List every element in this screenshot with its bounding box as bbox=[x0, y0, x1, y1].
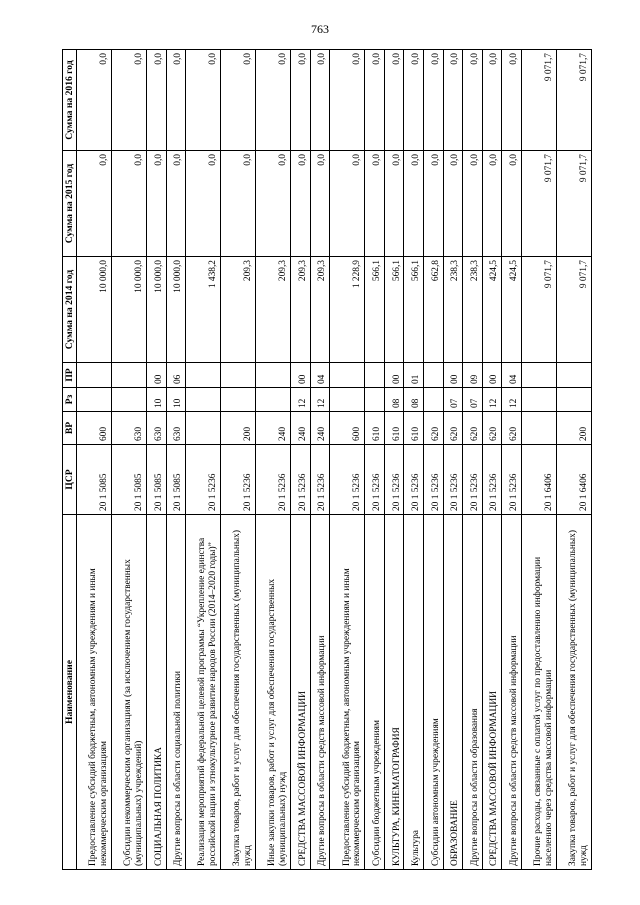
table-row bbox=[423, 50, 443, 870]
cell-sum2014: 238,3 bbox=[463, 257, 483, 363]
cell-sum2014: 1 438,2 bbox=[186, 257, 221, 363]
cell-pr: 00 bbox=[290, 363, 310, 388]
header-sum-2016: Сумма на 2016 год bbox=[63, 50, 77, 151]
cell-sum2015: 0,0 bbox=[443, 151, 463, 257]
header-name: Наименование bbox=[63, 515, 77, 870]
table-row bbox=[186, 50, 221, 870]
cell-rz: 08 bbox=[384, 388, 404, 412]
cell-rz bbox=[111, 388, 146, 412]
cell-name: Субсидии автономным учреждениям bbox=[423, 515, 443, 870]
cell-vr: 620 bbox=[482, 412, 502, 445]
cell-sum2015: 0,0 bbox=[256, 151, 291, 257]
cell-vr: 620 bbox=[423, 412, 443, 445]
cell-name: Другие вопросы в области средств массовой информации bbox=[502, 515, 522, 870]
cell-rz bbox=[423, 388, 443, 412]
table-row bbox=[77, 50, 112, 870]
cell-vr: 630 bbox=[111, 412, 146, 445]
cell-name: Культура bbox=[404, 515, 424, 870]
cell-csr: 20 1 5236 bbox=[404, 445, 424, 515]
cell-sum2015: 0,0 bbox=[77, 151, 112, 257]
cell-sum2014: 10 000,0 bbox=[111, 257, 146, 363]
cell-vr bbox=[521, 412, 556, 445]
cell-sum2014: 238,3 bbox=[443, 257, 463, 363]
page-number: 763 bbox=[311, 22, 329, 36]
table-row bbox=[404, 50, 424, 870]
cell-sum2014: 209,3 bbox=[221, 257, 256, 363]
cell-csr: 20 1 5236 bbox=[482, 445, 502, 515]
table-row bbox=[166, 50, 186, 870]
table-row bbox=[463, 50, 483, 870]
cell-csr: 20 1 5236 bbox=[186, 445, 221, 515]
cell-sum2015: 0,0 bbox=[186, 151, 221, 257]
cell-pr bbox=[365, 363, 385, 388]
cell-sum2015: 0,0 bbox=[463, 151, 483, 257]
cell-csr: 20 1 5236 bbox=[365, 445, 385, 515]
cell-name: СРЕДСТВА МАССОВОЙ ИНФОРМАЦИИ bbox=[482, 515, 502, 870]
header-sum-2015: Сумма на 2015 год bbox=[63, 151, 77, 257]
cell-sum2014: 10 000,0 bbox=[77, 257, 112, 363]
cell-sum2015: 0,0 bbox=[482, 151, 502, 257]
cell-csr: 20 1 5236 bbox=[502, 445, 522, 515]
cell-vr: 240 bbox=[290, 412, 310, 445]
cell-sum2016: 0,0 bbox=[256, 50, 291, 151]
cell-sum2014: 424,5 bbox=[482, 257, 502, 363]
cell-pr: 04 bbox=[310, 363, 330, 388]
cell-name: Предоставление субсидий бюджетным, автономным учреждениям и иным некоммерческим организациям bbox=[77, 515, 112, 870]
table-row bbox=[482, 50, 502, 870]
cell-pr bbox=[556, 363, 591, 388]
cell-pr bbox=[77, 363, 112, 388]
cell-sum2016: 0,0 bbox=[384, 50, 404, 151]
table-header-row bbox=[63, 50, 77, 870]
cell-sum2016: 0,0 bbox=[423, 50, 443, 151]
cell-rz: 10 bbox=[146, 388, 166, 412]
cell-sum2014: 9 071,7 bbox=[521, 257, 556, 363]
budget-table bbox=[62, 49, 592, 870]
cell-sum2016: 0,0 bbox=[365, 50, 385, 151]
cell-csr: 20 1 5085 bbox=[77, 445, 112, 515]
cell-sum2014: 662,8 bbox=[423, 257, 443, 363]
cell-rz bbox=[77, 388, 112, 412]
cell-sum2016: 0,0 bbox=[443, 50, 463, 151]
cell-sum2016: 0,0 bbox=[221, 50, 256, 151]
table-row bbox=[310, 50, 330, 870]
cell-pr bbox=[423, 363, 443, 388]
header-pr: ПР bbox=[63, 363, 77, 388]
cell-name: Субсидии бюджетным учреждениям bbox=[365, 515, 385, 870]
cell-rz bbox=[186, 388, 221, 412]
cell-sum2016: 0,0 bbox=[463, 50, 483, 151]
cell-pr bbox=[221, 363, 256, 388]
cell-csr: 20 1 5085 bbox=[111, 445, 146, 515]
cell-pr: 00 bbox=[146, 363, 166, 388]
cell-sum2016: 0,0 bbox=[186, 50, 221, 151]
cell-vr: 610 bbox=[404, 412, 424, 445]
cell-csr: 20 1 5236 bbox=[443, 445, 463, 515]
header-vr: ВР bbox=[63, 412, 77, 445]
cell-sum2016: 0,0 bbox=[310, 50, 330, 151]
cell-sum2015: 0,0 bbox=[310, 151, 330, 257]
cell-rz bbox=[556, 388, 591, 412]
cell-pr bbox=[111, 363, 146, 388]
cell-vr: 200 bbox=[556, 412, 591, 445]
table-row bbox=[256, 50, 291, 870]
cell-csr: 20 1 5236 bbox=[384, 445, 404, 515]
cell-sum2016: 0,0 bbox=[482, 50, 502, 151]
cell-csr: 20 1 5236 bbox=[330, 445, 365, 515]
cell-csr: 20 1 5085 bbox=[166, 445, 186, 515]
cell-name: СОЦИАЛЬНАЯ ПОЛИТИКА bbox=[146, 515, 166, 870]
table-row bbox=[221, 50, 256, 870]
cell-name: Субсидии некоммерческим организациям (за исключением государственных (муниципальных) учреждений) bbox=[111, 515, 146, 870]
cell-sum2016: 9 071,7 bbox=[556, 50, 591, 151]
cell-sum2015: 0,0 bbox=[404, 151, 424, 257]
cell-sum2015: 0,0 bbox=[146, 151, 166, 257]
cell-sum2016: 0,0 bbox=[404, 50, 424, 151]
cell-sum2015: 0,0 bbox=[290, 151, 310, 257]
cell-pr bbox=[330, 363, 365, 388]
table-row bbox=[111, 50, 146, 870]
cell-sum2014: 209,3 bbox=[310, 257, 330, 363]
cell-sum2016: 0,0 bbox=[502, 50, 522, 151]
cell-sum2015: 0,0 bbox=[502, 151, 522, 257]
cell-sum2015: 0,0 bbox=[221, 151, 256, 257]
cell-csr: 20 1 5236 bbox=[310, 445, 330, 515]
cell-sum2016: 0,0 bbox=[77, 50, 112, 151]
cell-rz: 08 bbox=[404, 388, 424, 412]
cell-rz: 12 bbox=[310, 388, 330, 412]
cell-rz: 12 bbox=[290, 388, 310, 412]
cell-vr bbox=[186, 412, 221, 445]
cell-pr: 01 bbox=[404, 363, 424, 388]
header-rz: Рз bbox=[63, 388, 77, 412]
cell-pr bbox=[521, 363, 556, 388]
cell-rz bbox=[330, 388, 365, 412]
cell-name: Иные закупки товаров, работ и услуг для обеспечения государственных (муниципальных) нужд bbox=[256, 515, 291, 870]
cell-name: Другие вопросы в области социальной политики bbox=[166, 515, 186, 870]
cell-sum2014: 10 000,0 bbox=[146, 257, 166, 363]
cell-sum2015: 0,0 bbox=[423, 151, 443, 257]
cell-rz bbox=[221, 388, 256, 412]
cell-name: Другие вопросы в области средств массовой информации bbox=[310, 515, 330, 870]
cell-sum2015: 0,0 bbox=[384, 151, 404, 257]
table-row bbox=[384, 50, 404, 870]
cell-vr: 620 bbox=[443, 412, 463, 445]
cell-sum2015: 9 071,7 bbox=[521, 151, 556, 257]
table-row bbox=[365, 50, 385, 870]
cell-csr: 20 1 5236 bbox=[463, 445, 483, 515]
cell-pr: 00 bbox=[443, 363, 463, 388]
cell-sum2014: 209,3 bbox=[256, 257, 291, 363]
cell-csr: 20 1 5236 bbox=[256, 445, 291, 515]
cell-name: КУЛЬТУРА, КИНЕМАТОГРАФИЯ bbox=[384, 515, 404, 870]
cell-rz bbox=[521, 388, 556, 412]
table-row bbox=[556, 50, 591, 870]
cell-vr: 630 bbox=[166, 412, 186, 445]
cell-vr: 200 bbox=[221, 412, 256, 445]
cell-sum2014: 566,1 bbox=[365, 257, 385, 363]
cell-vr: 610 bbox=[384, 412, 404, 445]
cell-sum2016: 0,0 bbox=[146, 50, 166, 151]
table-body bbox=[77, 50, 592, 870]
cell-csr: 20 1 5236 bbox=[290, 445, 310, 515]
cell-csr: 20 1 5236 bbox=[423, 445, 443, 515]
cell-name: Другие вопросы в области образования bbox=[463, 515, 483, 870]
cell-sum2014: 566,1 bbox=[384, 257, 404, 363]
cell-vr: 240 bbox=[256, 412, 291, 445]
table-row bbox=[290, 50, 310, 870]
cell-csr: 20 1 6406 bbox=[521, 445, 556, 515]
cell-sum2015: 9 071,7 bbox=[556, 151, 591, 257]
cell-vr: 620 bbox=[463, 412, 483, 445]
table-row bbox=[443, 50, 463, 870]
cell-name: Прочие расходы, связанные с оплатой услуг по предоставлению информации населению через средства массовой информации bbox=[521, 515, 556, 870]
cell-sum2016: 0,0 bbox=[290, 50, 310, 151]
cell-pr: 04 bbox=[502, 363, 522, 388]
cell-name: СРЕДСТВА МАССОВОЙ ИНФОРМАЦИИ bbox=[290, 515, 310, 870]
cell-sum2014: 424,5 bbox=[502, 257, 522, 363]
cell-pr: 00 bbox=[384, 363, 404, 388]
cell-sum2015: 0,0 bbox=[365, 151, 385, 257]
cell-vr: 620 bbox=[502, 412, 522, 445]
cell-pr bbox=[186, 363, 221, 388]
cell-vr: 600 bbox=[77, 412, 112, 445]
cell-sum2016: 9 071,7 bbox=[521, 50, 556, 151]
cell-sum2016: 0,0 bbox=[111, 50, 146, 151]
header-csr: ЦСР bbox=[63, 445, 77, 515]
cell-vr: 240 bbox=[310, 412, 330, 445]
cell-vr: 610 bbox=[365, 412, 385, 445]
cell-sum2014: 1 228,9 bbox=[330, 257, 365, 363]
cell-rz: 10 bbox=[166, 388, 186, 412]
cell-name: ОБРАЗОВАНИЕ bbox=[443, 515, 463, 870]
cell-pr bbox=[256, 363, 291, 388]
cell-sum2014: 10 000,0 bbox=[166, 257, 186, 363]
cell-name: Закупка товаров, работ и услуг для обеспечения государственных (муниципальных) нужд bbox=[221, 515, 256, 870]
cell-rz: 07 bbox=[463, 388, 483, 412]
cell-pr: 09 bbox=[463, 363, 483, 388]
cell-sum2015: 0,0 bbox=[330, 151, 365, 257]
cell-name: Предоставление субсидий бюджетным, автономным учреждениям и иным некоммерческим организациям bbox=[330, 515, 365, 870]
cell-sum2014: 209,3 bbox=[290, 257, 310, 363]
table-row bbox=[502, 50, 522, 870]
cell-csr: 20 1 5236 bbox=[221, 445, 256, 515]
cell-csr: 20 1 5085 bbox=[146, 445, 166, 515]
table-row bbox=[330, 50, 365, 870]
cell-csr: 20 1 6406 bbox=[556, 445, 591, 515]
cell-rz: 12 bbox=[482, 388, 502, 412]
cell-rz: 12 bbox=[502, 388, 522, 412]
table-row bbox=[146, 50, 166, 870]
cell-sum2015: 0,0 bbox=[111, 151, 146, 257]
cell-pr: 00 bbox=[482, 363, 502, 388]
cell-rz bbox=[365, 388, 385, 412]
cell-sum2016: 0,0 bbox=[166, 50, 186, 151]
cell-sum2014: 9 071,7 bbox=[556, 257, 591, 363]
rotated-table-container bbox=[62, 50, 592, 870]
cell-sum2016: 0,0 bbox=[330, 50, 365, 151]
cell-name: Закупка товаров, работ и услуг для обеспечения государственных (муниципальных) нужд bbox=[556, 515, 591, 870]
cell-vr: 600 bbox=[330, 412, 365, 445]
cell-sum2015: 0,0 bbox=[166, 151, 186, 257]
header-sum-2014: Сумма на 2014 год bbox=[63, 257, 77, 363]
table-row bbox=[521, 50, 556, 870]
cell-vr: 630 bbox=[146, 412, 166, 445]
cell-pr: 06 bbox=[166, 363, 186, 388]
cell-rz bbox=[256, 388, 291, 412]
cell-name: Реализация мероприятий федеральной целевой программы “Укрепление единства российской нации и этнокультурное развитие народов России (2014–2020 годы)” bbox=[186, 515, 221, 870]
cell-rz: 07 bbox=[443, 388, 463, 412]
cell-sum2014: 566,1 bbox=[404, 257, 424, 363]
